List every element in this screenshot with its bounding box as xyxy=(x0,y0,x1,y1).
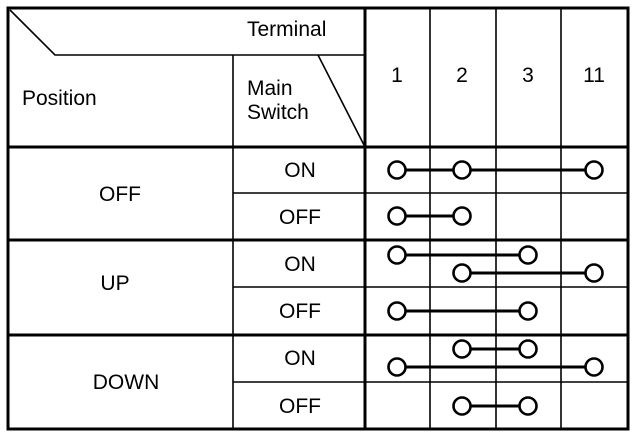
switch-state-label: ON xyxy=(284,253,316,276)
terminal-node xyxy=(389,359,406,376)
terminal-node xyxy=(586,162,603,179)
position-header-label: Position xyxy=(22,87,97,110)
switch-state-label: OFF xyxy=(279,206,321,229)
switch-state-label: ON xyxy=(284,159,316,182)
terminal-header-label: Terminal xyxy=(247,18,327,41)
terminal-node xyxy=(586,265,603,282)
header-diagonal-right xyxy=(318,55,365,147)
main-switch-header-line1: Main xyxy=(247,77,293,100)
position-name-off: OFF xyxy=(99,183,141,206)
table-header xyxy=(22,18,605,124)
main-switch-header-line2: Switch xyxy=(247,101,309,124)
terminal-node xyxy=(389,208,406,225)
terminal-node xyxy=(520,303,537,320)
terminal-label-1: 1 xyxy=(391,64,403,87)
terminal-node xyxy=(389,247,406,264)
terminal-node xyxy=(586,359,603,376)
terminal-label-3: 3 xyxy=(522,64,534,87)
terminal-node xyxy=(389,162,406,179)
switch-state-label: OFF xyxy=(279,300,321,323)
terminal-node xyxy=(454,398,471,415)
position-name-down: DOWN xyxy=(92,371,160,394)
switch-state-label: OFF xyxy=(279,395,321,418)
switch-state-label: ON xyxy=(284,347,316,370)
terminal-label-11: 11 xyxy=(583,64,605,87)
terminal-node xyxy=(520,398,537,415)
table-body xyxy=(93,159,321,418)
terminal-node xyxy=(389,303,406,320)
terminal-node xyxy=(454,162,471,179)
position-name-up: UP xyxy=(100,272,130,295)
terminal-node xyxy=(454,265,471,282)
terminal-node xyxy=(520,247,537,264)
terminal-node xyxy=(520,341,537,358)
terminal-label-2: 2 xyxy=(456,64,468,87)
terminal-node xyxy=(454,208,471,225)
terminal-node xyxy=(454,341,471,358)
